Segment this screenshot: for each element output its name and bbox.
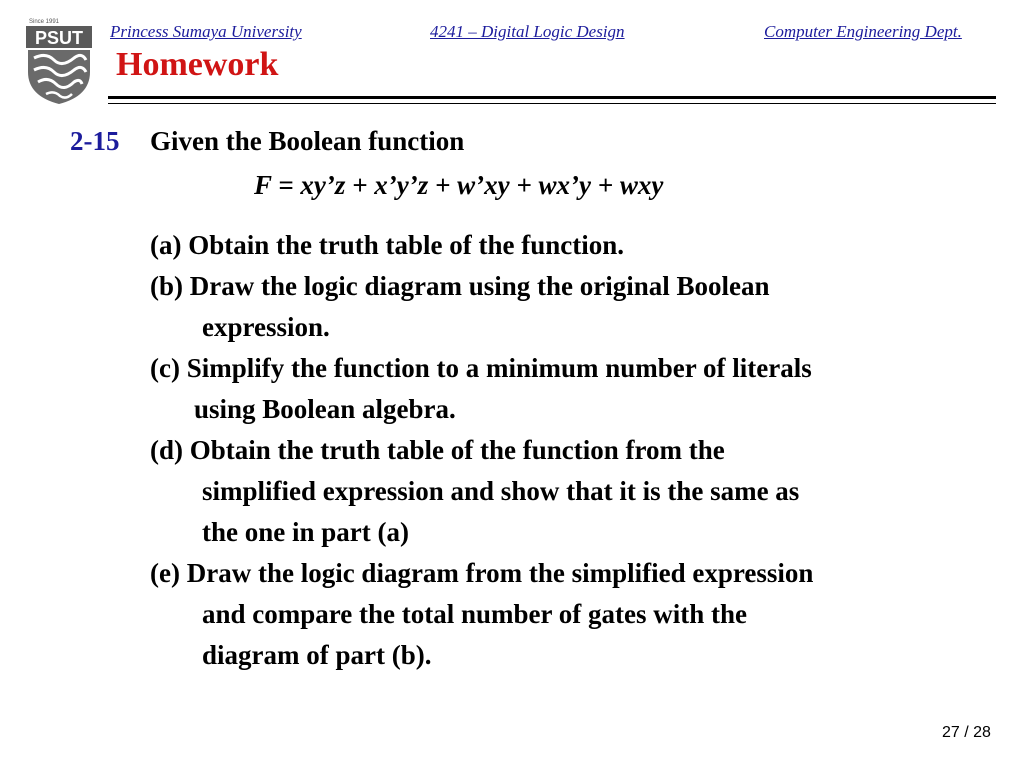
header-university: Princess Sumaya University xyxy=(110,22,302,41)
part-d-line-1: (d) Obtain the truth table of the function from the xyxy=(150,435,725,465)
logo-name-text: PSUT xyxy=(34,28,84,48)
boolean-function: F = xy’z + x’y’z + w’xy + wx’y + wxy xyxy=(254,170,664,200)
header-rule-thin xyxy=(108,103,996,104)
logo-since-text: Since 1991 xyxy=(29,19,60,25)
part-e-line-1: (e) Draw the logic diagram from the simplified expression xyxy=(150,558,814,588)
part-c-line-1: (c) Simplify the function to a minimum number of literals xyxy=(150,353,812,383)
header-department: Computer Engineering Dept. xyxy=(764,22,962,41)
part-e-line-3: diagram of part (b). xyxy=(202,640,432,670)
page-number: 27 / 28 xyxy=(942,724,991,741)
psut-shield-icon xyxy=(24,14,94,106)
part-a-line-1: (a) Obtain the truth table of the function. xyxy=(150,230,624,260)
part-b-line-1: (b) Draw the logic diagram using the original Boolean xyxy=(150,271,770,301)
part-b-line-2: expression. xyxy=(202,312,330,342)
problem-intro: Given the Boolean function xyxy=(150,126,465,156)
part-d-line-2: simplified expression and show that it is the same as xyxy=(202,476,800,506)
part-c-line-2: using Boolean algebra. xyxy=(194,394,456,424)
header-course: 4241 – Digital Logic Design xyxy=(430,22,625,41)
page-title: Homework xyxy=(116,46,279,83)
problem-number: 2-15 xyxy=(70,126,120,156)
header-rule-thick xyxy=(108,96,996,99)
part-e-line-2: and compare the total number of gates with the xyxy=(202,599,747,629)
part-d-line-3: the one in part (a) xyxy=(202,517,409,547)
psut-logo xyxy=(24,14,94,106)
